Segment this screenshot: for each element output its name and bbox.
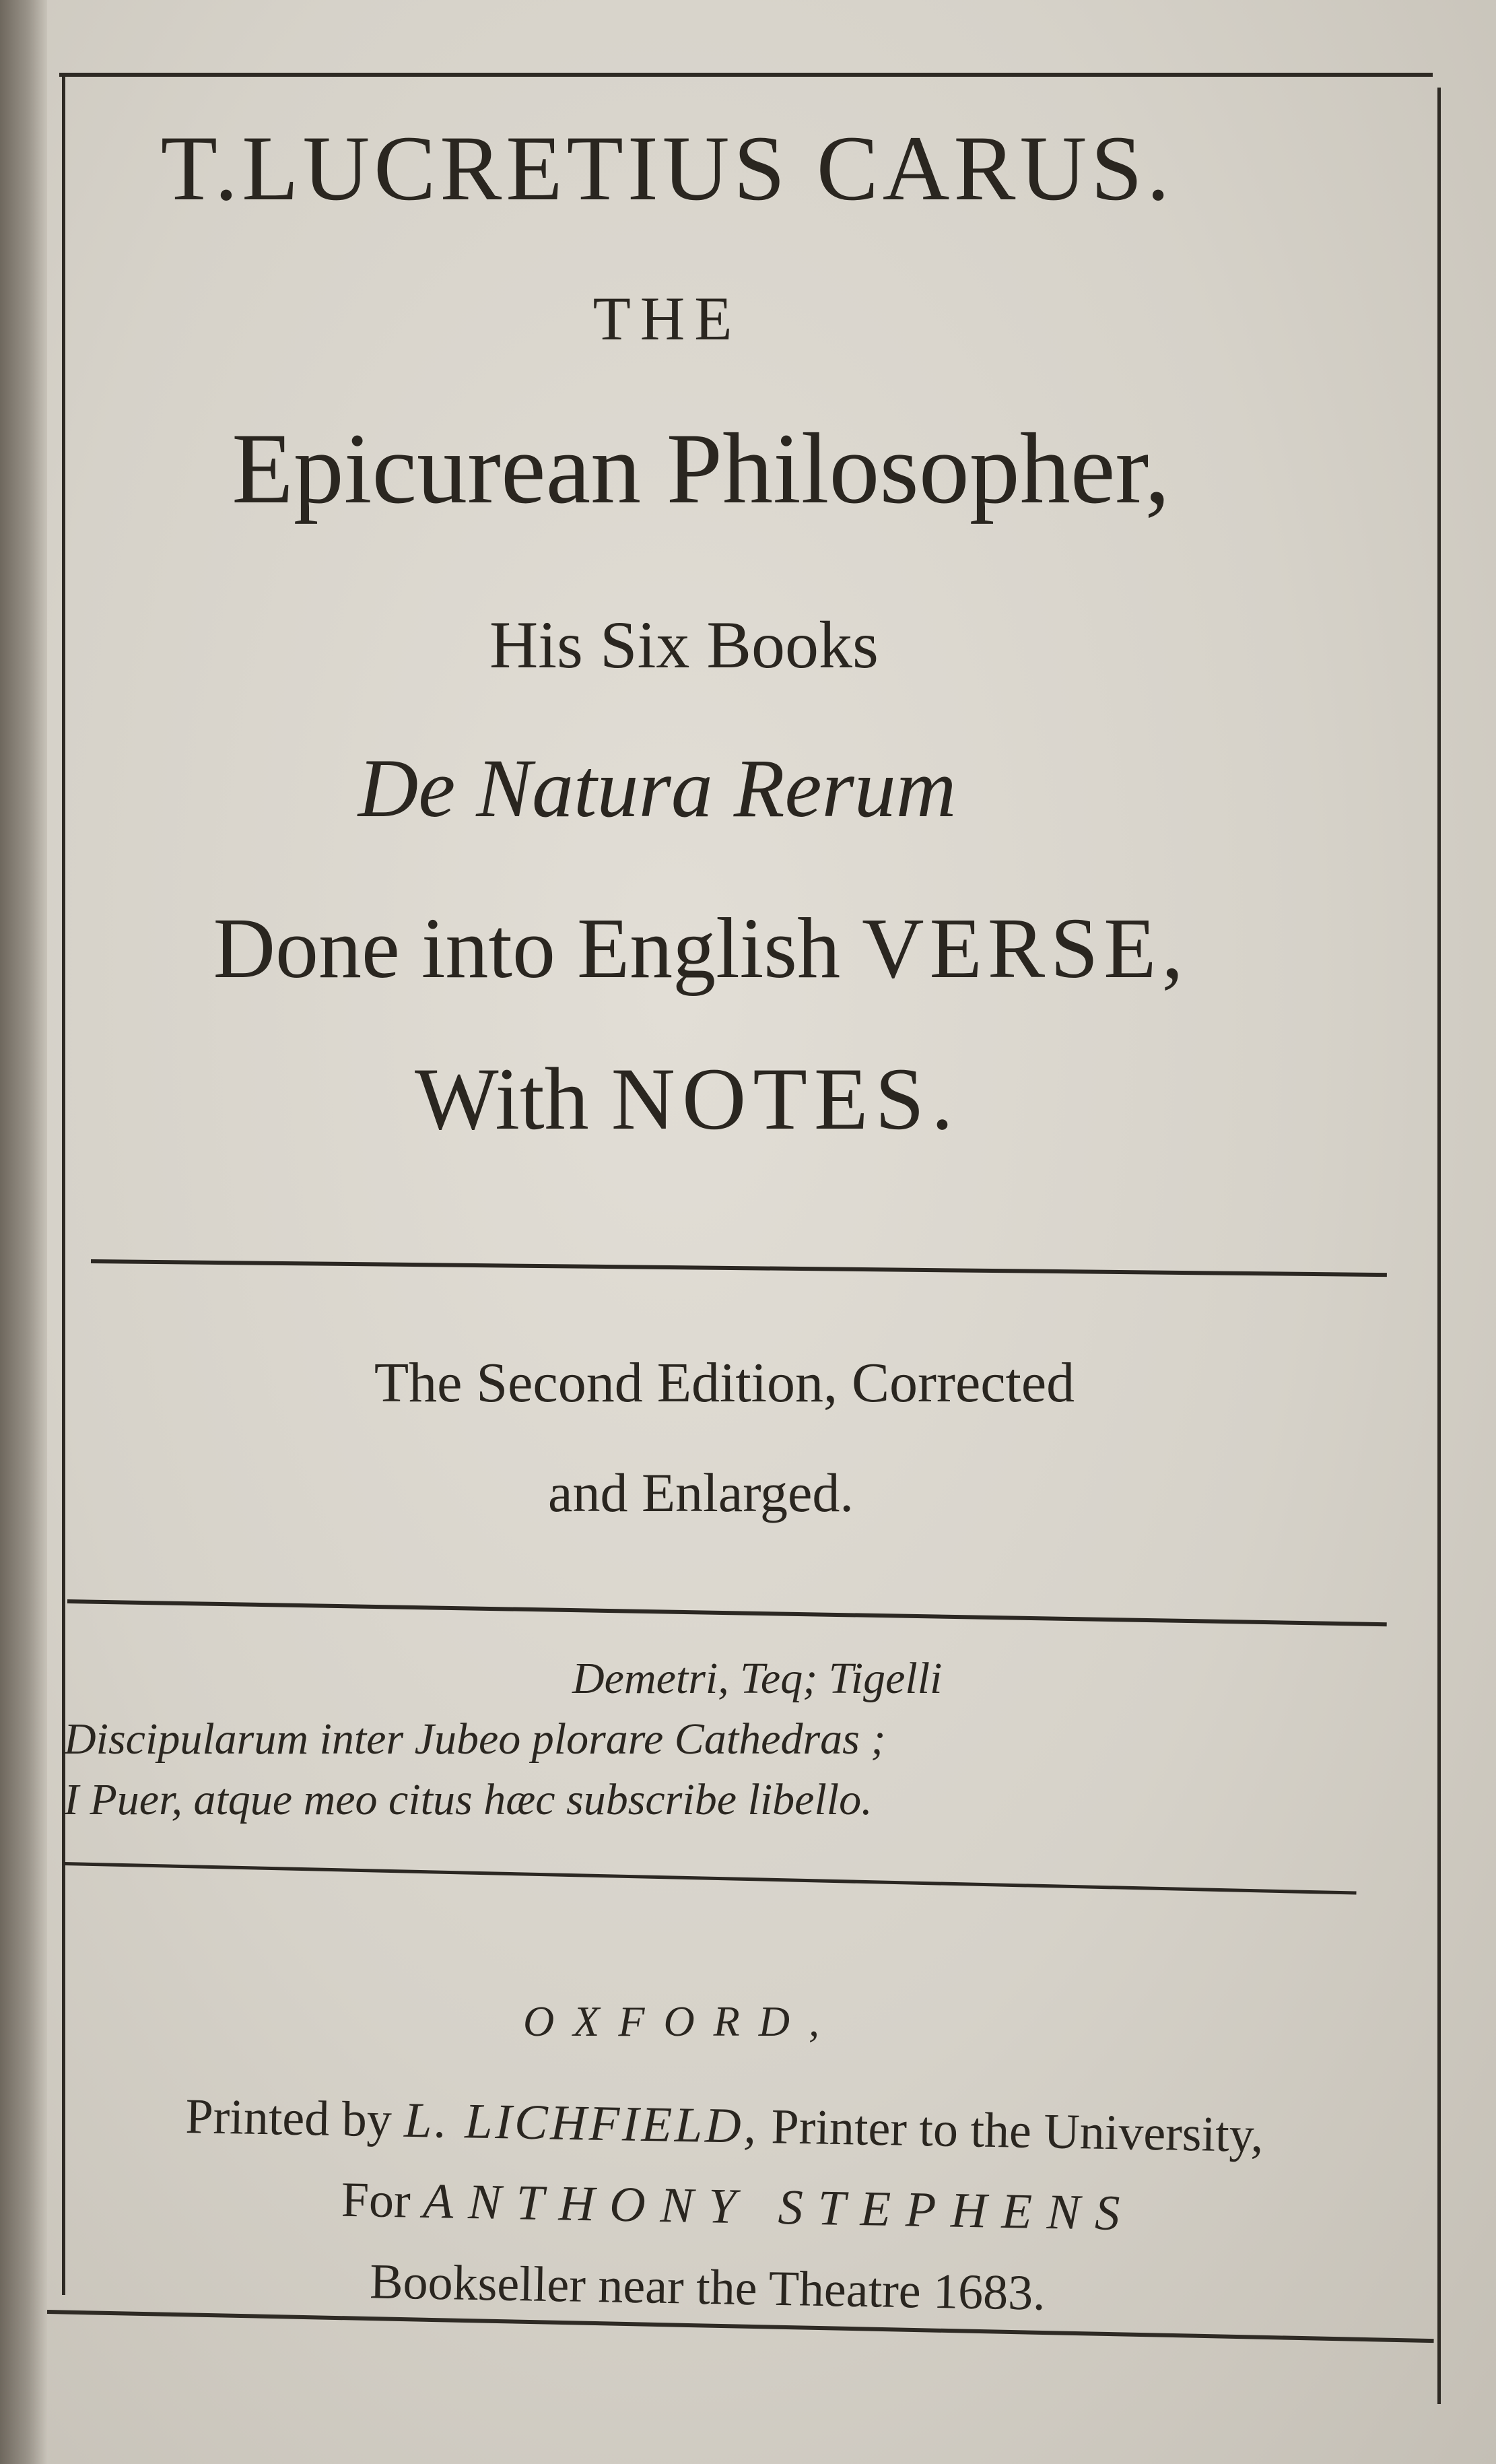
verse-line-emphasis: VERSE, <box>862 900 1189 996</box>
printer-name: L. LICHFIELD, <box>403 2092 759 2154</box>
bookseller-line: Bookseller near the Theatre 1683. <box>369 2254 1046 2321</box>
for-line-prefix: For <box>341 2172 423 2229</box>
verse-line <box>0 899 1449 998</box>
for-line <box>0 2166 1487 2249</box>
edition-line-1: The Second Edition, Corrected <box>374 1352 1075 1414</box>
the-heading: THE <box>592 284 742 353</box>
motto-line-3: I Puer, atque meo citus hæc subscribe libello. <box>64 1775 873 1824</box>
imprint-city: OXFORD, <box>523 1997 838 2045</box>
rule-lower <box>64 1862 1357 1895</box>
edition-line-2: and Enlarged. <box>548 1462 854 1523</box>
printer-line <box>0 2085 1473 2168</box>
verse-line-prefix: Done into English <box>213 900 862 996</box>
work-title: De Natura Rerum <box>358 742 957 834</box>
notes-line-prefix: With <box>415 1049 611 1148</box>
notes-line <box>0 1047 1435 1150</box>
rule-middle <box>67 1599 1387 1626</box>
bookseller-name: ANTHONY STEPHENS <box>422 2173 1135 2242</box>
subtitle: Epicurean Philosopher, <box>232 413 1170 525</box>
motto-line-1: Demetri, Teq; Tigelli <box>572 1654 943 1703</box>
frame-top-border <box>59 73 1433 77</box>
printer-line-prefix: Printed by <box>184 2089 405 2148</box>
motto-line-2: Discipularum inter Jubeo plorare Cathedras ; <box>64 1714 886 1764</box>
books-line: His Six Books <box>489 607 879 682</box>
rule-upper <box>91 1259 1387 1277</box>
frame-left-border <box>62 73 65 2295</box>
printer-line-suffix: Printer to the University, <box>758 2098 1264 2163</box>
notes-line-emphasis: NOTES. <box>611 1049 960 1148</box>
author-heading: T.LUCRETIUS CARUS. <box>160 116 1174 220</box>
